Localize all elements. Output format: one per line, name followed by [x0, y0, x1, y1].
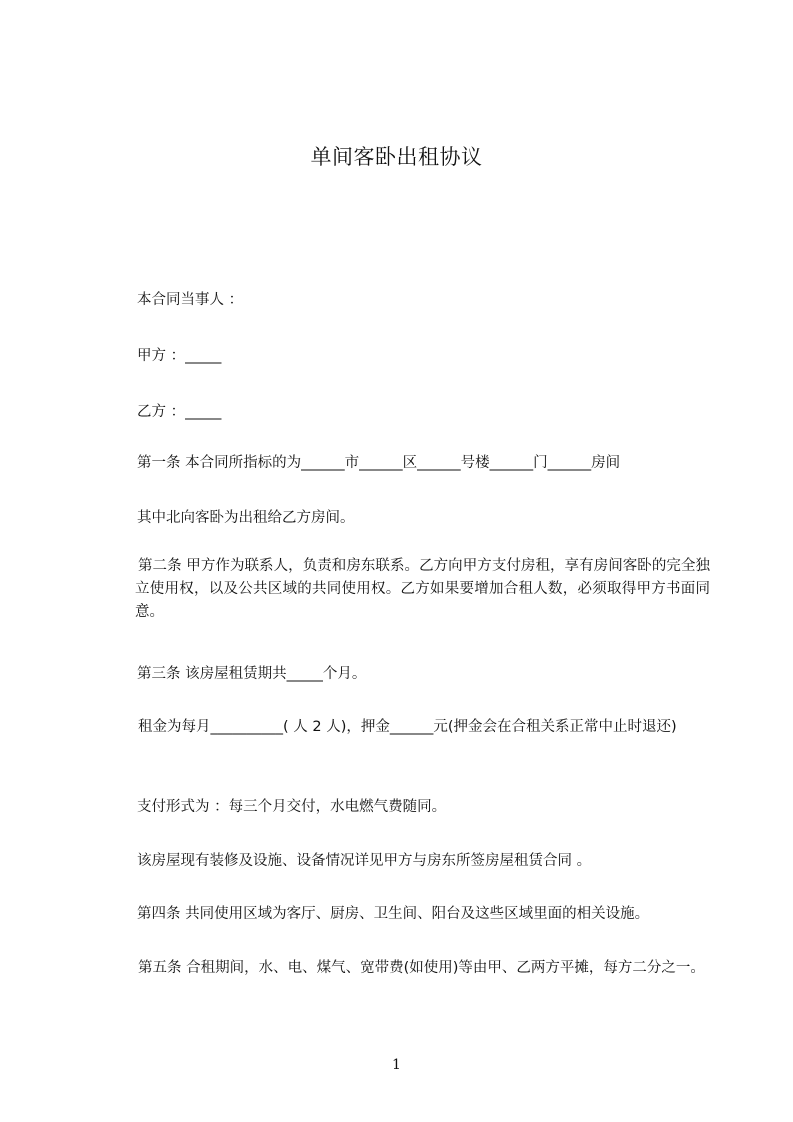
facilities-line: 该房屋现有装修及设施、设备情况详见甲方与房东所签房屋租赁合同 。	[137, 853, 592, 869]
article-4-line: 第四条 共同使用区域为客厅、厨房、卫生间、阳台及这些区域里面的相关设施。	[137, 906, 650, 922]
rent-paragraph: 租金为每月__________( 人 2 人)，押金______元(押金会在合租关系正常中止时退还)	[138, 719, 677, 735]
parties-intro: 本合同当事人 ：	[137, 292, 244, 308]
article-1-line-1: 第一条 本合同所指标的为______市______区______号楼______门______房间	[137, 455, 621, 471]
payment-line: 支付形式为 ：每三个月交付，水电燃气费随同。	[137, 799, 447, 815]
article-5-paragraph: 第五条 合租期间，水、电、煤气、宽带费(如使用)等由甲、乙两方平摊，每方二分之一。	[138, 960, 705, 976]
page-number: 1	[392, 1057, 401, 1073]
article-2-paragraph: 第二条 甲方作为联系人，负责和房东联系。乙方向甲方支付房租，享有房间客卧的完全独立使用权，以及公共区域的共同使用权。乙方如果要增加合租人数，必须取得甲方书面同意。	[135, 558, 710, 620]
party-b-line: 乙方 ：_____	[137, 404, 222, 420]
article-3-line: 第三条 该房屋租赁期共_____个月。	[137, 666, 367, 682]
document-title: 单间客卧出租协议	[310, 145, 483, 169]
article-1-line-2: 其中北向客卧为出租给乙方房间。	[137, 510, 355, 526]
party-a-line: 甲方 ：_____	[137, 348, 222, 364]
